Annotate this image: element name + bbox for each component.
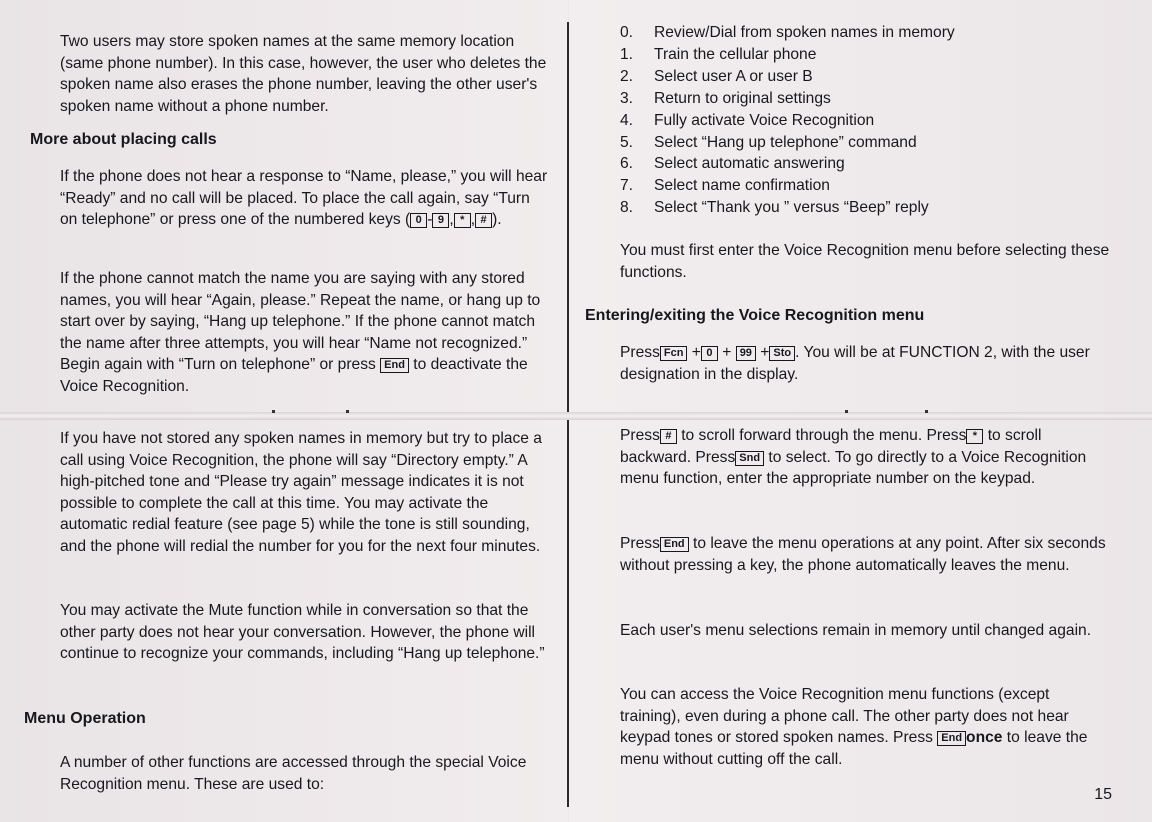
left-paragraph-directory-empty: If you have not stored any spoken names in memory but try to place a call using Voice Recognition, the phone will say “Directory empty.” A high-pitched tone and “Please try again” message indicates it is not possible to complete the call at this time. You may activate the automatic redial feature (see page 5) while the tone is still sounding, and the phone will redial the number for you for the next four minutes. <box>60 430 542 555</box>
para-text: to leave the menu operations at any point. After six seconds without pressing a key, the phone automatically leaves the menu. <box>620 535 1106 574</box>
list-item: 6. Select automatic answering <box>620 155 845 173</box>
list-item: 7. Select name confirmation <box>620 177 830 195</box>
para-text: to select. To go directly to a Voice Recognition menu function, enter the appropriate number on the keypad. <box>620 448 1087 488</box>
right-paragraph-during-call <box>620 684 1114 770</box>
para-text: to scroll forward through the menu. Press <box>681 427 967 444</box>
para-text: . You will be at FUNCTION 2, with the user designation in the display. <box>620 344 1090 383</box>
fold-mark <box>925 410 928 413</box>
right-paragraph-leave-menu <box>620 533 1114 576</box>
list-item: 2. Select user A or user B <box>620 67 813 85</box>
key-end-icon: End <box>380 358 409 373</box>
para-text: to deactivate the Voice Recognition. <box>60 356 528 395</box>
page-number: 15 <box>1094 786 1112 803</box>
para-text: Press <box>620 535 660 552</box>
right-paragraph-enter-first: You must first enter the Voice Recognition menu before selecting these functions. <box>620 242 1110 281</box>
para-text: ). <box>492 211 502 229</box>
key-hash-icon: # <box>475 213 492 228</box>
key-0-icon: 0 <box>410 213 427 228</box>
key-99-icon: 99 <box>736 346 756 361</box>
para-text: once <box>966 729 1003 747</box>
key-star-icon: * <box>966 429 983 444</box>
para-text: to leave the menu without cutting off the call. <box>620 729 1088 768</box>
para-text: - <box>427 211 433 229</box>
para-text: + <box>760 344 770 361</box>
right-paragraph-scroll <box>620 425 1114 490</box>
key-fcn-icon: Fcn <box>660 346 688 361</box>
list-item: 4. Fully activate Voice Recognition <box>620 111 875 129</box>
para-text: Press <box>620 427 660 444</box>
para-text: You can access the Voice Recognition menu functions (except training), even during a phone call. The other party does not hear keypad tones or stored spoken names. Press <box>620 686 1069 747</box>
left-paragraph-no-response <box>60 166 550 231</box>
left-paragraph-menu-intro: A number of other functions are accessed through the special Voice Recognition menu. These are used to: <box>60 754 527 793</box>
key-0-icon: 0 <box>701 346 718 361</box>
fold-mark <box>272 410 275 413</box>
list-item: 1. Train the cellular phone <box>620 45 817 63</box>
para-text: If the phone cannot match the name you are saying with any stored names, you will hear “Again, please.” Repeat the name, or hang up to start over by saying, “Hang up telephone.” If the phone cannot match the name after three attempts, you will hear “Name not recognized.” Begin again with “Turn on telephone” or press <box>60 270 541 374</box>
heading-entering-exiting-menu: Entering/exiting the Voice Recognition menu <box>585 307 925 324</box>
para-text: + <box>722 344 732 361</box>
key-end-icon: End <box>937 731 966 746</box>
para-text: If the phone does not hear a response to “Name, please,” you will hear “Ready” and no call will be placed. To place the call again, say “Turn on telephone” or press one of the numbered keys ( <box>60 168 548 229</box>
para-text: , <box>470 211 476 229</box>
para-text: to scroll backward. Press <box>620 427 1042 466</box>
left-paragraph-shared-location: Two users may store spoken names at the same memory location (same phone number). In this case, however, the user who deletes the spoken name also erases the phone number, leaving the other user's spoken name without a phone number. <box>60 33 547 115</box>
page-fold <box>0 412 1152 420</box>
list-item: 8. Select “Thank you ” versus “Beep” reply <box>620 199 929 217</box>
voice-menu-function-list <box>620 22 955 219</box>
heading-more-about-placing-calls: More about placing calls <box>30 131 217 148</box>
list-item: 5. Select “Hang up telephone” command <box>620 133 917 151</box>
left-paragraph-cannot-match <box>60 268 552 398</box>
para-text: Press <box>620 344 660 361</box>
left-page <box>0 0 568 822</box>
key-sto-icon: Sto <box>769 346 795 361</box>
key-hash-icon: # <box>660 429 677 444</box>
left-paragraph-mute: You may activate the Mute function while in conversation so that the other party does not hear your conversation. However, the phone will continue to recognize your commands, including “Hang up telephone.” <box>60 602 545 663</box>
key-snd-icon: Snd <box>735 451 764 466</box>
fold-mark <box>346 410 349 413</box>
key-end-icon: End <box>660 537 689 552</box>
right-paragraph-selections-memory: Each user's menu selections remain in memory until changed again. <box>620 622 1092 639</box>
list-item: 0. Review/Dial from spoken names in memory <box>620 24 955 41</box>
heading-menu-operation: Menu Operation <box>24 710 146 727</box>
para-text: , <box>449 211 454 229</box>
key-star-icon: * <box>454 213 471 228</box>
right-paragraph-enter-sequence <box>620 342 1114 385</box>
key-9-icon: 9 <box>432 213 449 228</box>
list-item: 3. Return to original settings <box>620 89 831 107</box>
para-text: + <box>691 344 701 361</box>
fold-mark <box>845 410 848 413</box>
